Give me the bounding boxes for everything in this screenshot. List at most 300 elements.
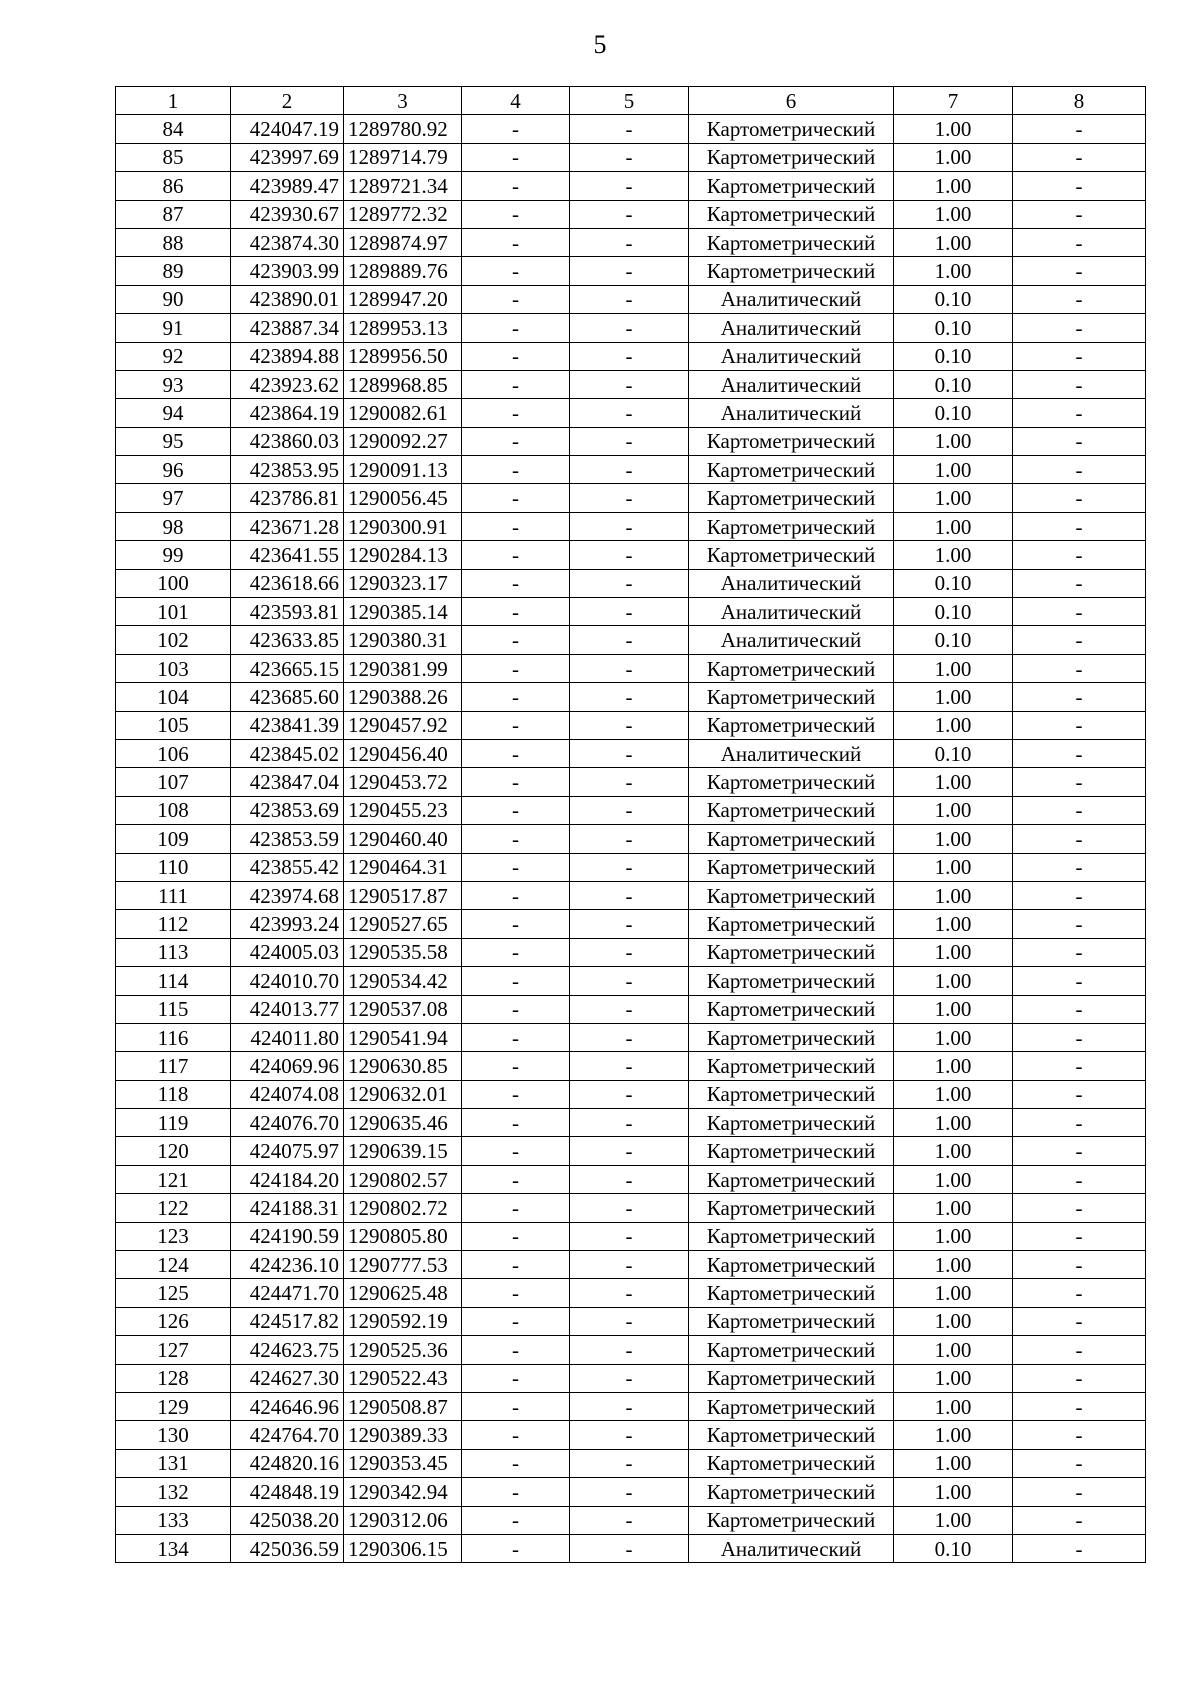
method-cell: Картометрический: [689, 1052, 894, 1080]
accuracy-cell: 1.00: [894, 1023, 1013, 1051]
point-number-cell: 96: [116, 456, 231, 484]
col-4-cell: -: [462, 768, 570, 796]
col-8-cell: -: [1013, 825, 1146, 853]
coord-x-cell: 424236.10: [231, 1251, 344, 1279]
coord-y-cell: 1290284.13: [344, 541, 462, 569]
column-header-2: 2: [231, 87, 344, 115]
coord-x-cell: 424184.20: [231, 1165, 344, 1193]
col-4-cell: -: [462, 172, 570, 200]
column-header-8: 8: [1013, 87, 1146, 115]
coord-y-cell: 1289780.92: [344, 115, 462, 143]
accuracy-cell: 1.00: [894, 541, 1013, 569]
table-row: [116, 257, 1146, 285]
accuracy-cell: 0.10: [894, 598, 1013, 626]
table-row: [116, 739, 1146, 767]
table-row: [116, 399, 1146, 427]
method-cell: Картометрический: [689, 257, 894, 285]
col-8-cell: -: [1013, 314, 1146, 342]
coord-y-cell: 1290385.14: [344, 598, 462, 626]
page-number: 5: [593, 30, 607, 59]
col-4-cell: -: [462, 598, 570, 626]
coord-y-cell: 1290635.46: [344, 1109, 462, 1137]
col-8-cell: -: [1013, 1534, 1146, 1562]
coord-x-cell: 423593.81: [231, 598, 344, 626]
point-number-cell: 123: [116, 1222, 231, 1250]
accuracy-cell: 1.00: [894, 1251, 1013, 1279]
coord-y-cell: 1290525.36: [344, 1336, 462, 1364]
coord-x-cell: 423641.55: [231, 541, 344, 569]
col-4-cell: -: [462, 484, 570, 512]
col-5-cell: -: [570, 569, 689, 597]
coord-x-cell: 424646.96: [231, 1392, 344, 1420]
coord-y-cell: 1290625.48: [344, 1279, 462, 1307]
accuracy-cell: 1.00: [894, 825, 1013, 853]
table-row: [116, 1080, 1146, 1108]
coord-x-cell: 424075.97: [231, 1137, 344, 1165]
accuracy-cell: 0.10: [894, 370, 1013, 398]
table-row: [116, 569, 1146, 597]
col-8-cell: -: [1013, 285, 1146, 313]
table-row: [116, 1137, 1146, 1165]
point-number-cell: 88: [116, 228, 231, 256]
table-row: [116, 995, 1146, 1023]
col-5-cell: -: [570, 399, 689, 427]
accuracy-cell: 1.00: [894, 1506, 1013, 1534]
table-row: [116, 285, 1146, 313]
col-5-cell: -: [570, 967, 689, 995]
method-cell: Картометрический: [689, 1222, 894, 1250]
col-8-cell: -: [1013, 881, 1146, 909]
table-row: [116, 456, 1146, 484]
col-5-cell: -: [570, 1478, 689, 1506]
accuracy-cell: 0.10: [894, 314, 1013, 342]
col-5-cell: -: [570, 796, 689, 824]
method-cell: Картометрический: [689, 1023, 894, 1051]
col-5-cell: -: [570, 1165, 689, 1193]
col-4-cell: -: [462, 1052, 570, 1080]
point-number-cell: 85: [116, 143, 231, 171]
col-8-cell: -: [1013, 456, 1146, 484]
col-4-cell: -: [462, 1534, 570, 1562]
accuracy-cell: 1.00: [894, 484, 1013, 512]
method-cell: Аналитический: [689, 569, 894, 597]
coord-y-cell: 1290353.45: [344, 1449, 462, 1477]
col-5-cell: -: [570, 1194, 689, 1222]
col-4-cell: -: [462, 626, 570, 654]
point-number-cell: 108: [116, 796, 231, 824]
col-4-cell: -: [462, 512, 570, 540]
point-number-cell: 117: [116, 1052, 231, 1080]
accuracy-cell: 1.00: [894, 228, 1013, 256]
method-cell: Картометрический: [689, 200, 894, 228]
column-header-5: 5: [570, 87, 689, 115]
point-number-cell: 120: [116, 1137, 231, 1165]
method-cell: Аналитический: [689, 626, 894, 654]
coord-y-cell: 1290527.65: [344, 910, 462, 938]
coord-y-cell: 1290342.94: [344, 1478, 462, 1506]
point-number-cell: 127: [116, 1336, 231, 1364]
col-5-cell: -: [570, 172, 689, 200]
table-row: [116, 1279, 1146, 1307]
col-4-cell: -: [462, 1421, 570, 1449]
accuracy-cell: 1.00: [894, 257, 1013, 285]
point-number-cell: 100: [116, 569, 231, 597]
method-cell: Картометрический: [689, 1478, 894, 1506]
accuracy-cell: 1.00: [894, 1080, 1013, 1108]
accuracy-cell: 0.10: [894, 626, 1013, 654]
col-8-cell: -: [1013, 1506, 1146, 1534]
table-row: [116, 626, 1146, 654]
coord-x-cell: 424623.75: [231, 1336, 344, 1364]
table-row: [116, 1023, 1146, 1051]
column-header-6: 6: [689, 87, 894, 115]
col-4-cell: -: [462, 683, 570, 711]
col-4-cell: -: [462, 200, 570, 228]
coord-y-cell: 1290306.15: [344, 1534, 462, 1562]
col-4-cell: -: [462, 342, 570, 370]
point-number-cell: 126: [116, 1307, 231, 1335]
col-5-cell: -: [570, 1534, 689, 1562]
table-row: [116, 1534, 1146, 1562]
col-8-cell: -: [1013, 739, 1146, 767]
col-4-cell: -: [462, 427, 570, 455]
point-number-cell: 122: [116, 1194, 231, 1222]
col-5-cell: -: [570, 314, 689, 342]
point-number-cell: 93: [116, 370, 231, 398]
method-cell: Картометрический: [689, 1137, 894, 1165]
method-cell: Картометрический: [689, 853, 894, 881]
point-number-cell: 132: [116, 1478, 231, 1506]
col-5-cell: -: [570, 1392, 689, 1420]
point-number-cell: 104: [116, 683, 231, 711]
col-4-cell: -: [462, 1080, 570, 1108]
col-8-cell: -: [1013, 796, 1146, 824]
column-header-1: 1: [116, 87, 231, 115]
col-5-cell: -: [570, 1137, 689, 1165]
method-cell: Картометрический: [689, 1506, 894, 1534]
coord-y-cell: 1290535.58: [344, 938, 462, 966]
accuracy-cell: 1.00: [894, 1222, 1013, 1250]
col-8-cell: -: [1013, 541, 1146, 569]
col-5-cell: -: [570, 825, 689, 853]
table-row: [116, 1364, 1146, 1392]
col-5-cell: -: [570, 1421, 689, 1449]
coord-y-cell: 1289947.20: [344, 285, 462, 313]
point-number-cell: 109: [116, 825, 231, 853]
col-5-cell: -: [570, 1052, 689, 1080]
table-row: [116, 711, 1146, 739]
point-number-cell: 84: [116, 115, 231, 143]
point-number-cell: 124: [116, 1251, 231, 1279]
table-row: [116, 484, 1146, 512]
method-cell: Картометрический: [689, 881, 894, 909]
table-row: [116, 683, 1146, 711]
accuracy-cell: 0.10: [894, 1534, 1013, 1562]
coord-x-cell: 425036.59: [231, 1534, 344, 1562]
method-cell: Аналитический: [689, 370, 894, 398]
table-row: [116, 143, 1146, 171]
col-8-cell: -: [1013, 115, 1146, 143]
col-5-cell: -: [570, 541, 689, 569]
coord-y-cell: 1290389.33: [344, 1421, 462, 1449]
coord-y-cell: 1289772.32: [344, 200, 462, 228]
accuracy-cell: 1.00: [894, 1109, 1013, 1137]
point-number-cell: 92: [116, 342, 231, 370]
coord-x-cell: 423989.47: [231, 172, 344, 200]
col-8-cell: -: [1013, 1392, 1146, 1420]
col-5-cell: -: [570, 115, 689, 143]
point-number-cell: 91: [116, 314, 231, 342]
point-number-cell: 106: [116, 739, 231, 767]
point-number-cell: 112: [116, 910, 231, 938]
coord-y-cell: 1290388.26: [344, 683, 462, 711]
table-body: [116, 115, 1146, 1563]
point-number-cell: 114: [116, 967, 231, 995]
point-number-cell: 101: [116, 598, 231, 626]
col-4-cell: -: [462, 1506, 570, 1534]
method-cell: Картометрический: [689, 143, 894, 171]
method-cell: Картометрический: [689, 1364, 894, 1392]
col-8-cell: -: [1013, 711, 1146, 739]
col-8-cell: -: [1013, 257, 1146, 285]
coord-x-cell: 424011.80: [231, 1023, 344, 1051]
col-4-cell: -: [462, 967, 570, 995]
point-number-cell: 113: [116, 938, 231, 966]
point-number-cell: 115: [116, 995, 231, 1023]
method-cell: Картометрический: [689, 967, 894, 995]
accuracy-cell: 1.00: [894, 1279, 1013, 1307]
table-row: [116, 1165, 1146, 1193]
accuracy-cell: 1.00: [894, 456, 1013, 484]
method-cell: Картометрический: [689, 512, 894, 540]
coord-x-cell: 423841.39: [231, 711, 344, 739]
accuracy-cell: 1.00: [894, 796, 1013, 824]
accuracy-cell: 1.00: [894, 711, 1013, 739]
col-5-cell: -: [570, 881, 689, 909]
col-8-cell: -: [1013, 1478, 1146, 1506]
method-cell: Картометрический: [689, 1194, 894, 1222]
coord-x-cell: 423874.30: [231, 228, 344, 256]
point-number-cell: 119: [116, 1109, 231, 1137]
col-5-cell: -: [570, 938, 689, 966]
accuracy-cell: 1.00: [894, 654, 1013, 682]
col-8-cell: -: [1013, 967, 1146, 995]
col-8-cell: -: [1013, 1251, 1146, 1279]
table-row: [116, 1222, 1146, 1250]
coord-x-cell: 424820.16: [231, 1449, 344, 1477]
col-8-cell: -: [1013, 427, 1146, 455]
coord-y-cell: 1290632.01: [344, 1080, 462, 1108]
method-cell: Картометрический: [689, 768, 894, 796]
col-4-cell: -: [462, 569, 570, 597]
col-8-cell: -: [1013, 228, 1146, 256]
col-5-cell: -: [570, 1251, 689, 1279]
coord-x-cell: 423923.62: [231, 370, 344, 398]
col-4-cell: -: [462, 654, 570, 682]
coord-y-cell: 1289714.79: [344, 143, 462, 171]
coord-x-cell: 423671.28: [231, 512, 344, 540]
point-number-cell: 107: [116, 768, 231, 796]
col-5-cell: -: [570, 1080, 689, 1108]
table-row: [116, 938, 1146, 966]
col-4-cell: -: [462, 1336, 570, 1364]
column-header-3: 3: [344, 87, 462, 115]
accuracy-cell: 1.00: [894, 427, 1013, 455]
accuracy-cell: 1.00: [894, 995, 1013, 1023]
method-cell: Картометрический: [689, 683, 894, 711]
coord-y-cell: 1290802.57: [344, 1165, 462, 1193]
point-number-cell: 116: [116, 1023, 231, 1051]
point-number-cell: 86: [116, 172, 231, 200]
method-cell: Аналитический: [689, 314, 894, 342]
accuracy-cell: 1.00: [894, 1478, 1013, 1506]
method-cell: Картометрический: [689, 825, 894, 853]
point-number-cell: 133: [116, 1506, 231, 1534]
col-4-cell: -: [462, 910, 570, 938]
point-number-cell: 102: [116, 626, 231, 654]
accuracy-cell: 0.10: [894, 285, 1013, 313]
method-cell: Картометрический: [689, 115, 894, 143]
point-number-cell: 97: [116, 484, 231, 512]
coord-y-cell: 1290455.23: [344, 796, 462, 824]
method-cell: Картометрический: [689, 172, 894, 200]
coord-x-cell: 424848.19: [231, 1478, 344, 1506]
col-5-cell: -: [570, 1109, 689, 1137]
col-4-cell: -: [462, 285, 570, 313]
point-number-cell: 125: [116, 1279, 231, 1307]
accuracy-cell: 1.00: [894, 172, 1013, 200]
col-4-cell: -: [462, 399, 570, 427]
point-number-cell: 94: [116, 399, 231, 427]
coord-y-cell: 1289889.76: [344, 257, 462, 285]
coord-x-cell: 424627.30: [231, 1364, 344, 1392]
col-4-cell: -: [462, 881, 570, 909]
coord-y-cell: 1290534.42: [344, 967, 462, 995]
method-cell: Картометрический: [689, 1392, 894, 1420]
col-8-cell: -: [1013, 1080, 1146, 1108]
point-number-cell: 87: [116, 200, 231, 228]
col-8-cell: -: [1013, 172, 1146, 200]
accuracy-cell: 1.00: [894, 1336, 1013, 1364]
point-number-cell: 95: [116, 427, 231, 455]
method-cell: Картометрический: [689, 1336, 894, 1364]
method-cell: Картометрический: [689, 910, 894, 938]
method-cell: Картометрический: [689, 484, 894, 512]
col-4-cell: -: [462, 1307, 570, 1335]
col-5-cell: -: [570, 626, 689, 654]
accuracy-cell: 0.10: [894, 342, 1013, 370]
coord-x-cell: 423853.59: [231, 825, 344, 853]
coord-y-cell: 1290592.19: [344, 1307, 462, 1335]
accuracy-cell: 1.00: [894, 938, 1013, 966]
point-number-cell: 129: [116, 1392, 231, 1420]
coord-y-cell: 1290381.99: [344, 654, 462, 682]
col-8-cell: -: [1013, 569, 1146, 597]
col-4-cell: -: [462, 1279, 570, 1307]
coord-y-cell: 1290805.80: [344, 1222, 462, 1250]
table-row: [116, 796, 1146, 824]
col-5-cell: -: [570, 456, 689, 484]
coord-y-cell: 1290056.45: [344, 484, 462, 512]
col-5-cell: -: [570, 1279, 689, 1307]
table-row: [116, 512, 1146, 540]
table-row: [116, 967, 1146, 995]
method-cell: Картометрический: [689, 796, 894, 824]
col-8-cell: -: [1013, 342, 1146, 370]
table-row: [116, 654, 1146, 682]
table-row: [116, 598, 1146, 626]
method-cell: Картометрический: [689, 1165, 894, 1193]
coord-y-cell: 1290312.06: [344, 1506, 462, 1534]
point-number-cell: 90: [116, 285, 231, 313]
accuracy-cell: 1.00: [894, 200, 1013, 228]
method-cell: Картометрический: [689, 995, 894, 1023]
table-row: [116, 314, 1146, 342]
table-row: [116, 1307, 1146, 1335]
coord-x-cell: 423685.60: [231, 683, 344, 711]
col-4-cell: -: [462, 1478, 570, 1506]
col-5-cell: -: [570, 427, 689, 455]
col-5-cell: -: [570, 1364, 689, 1392]
col-4-cell: -: [462, 541, 570, 569]
coord-x-cell: 423853.95: [231, 456, 344, 484]
col-5-cell: -: [570, 1449, 689, 1477]
col-4-cell: -: [462, 711, 570, 739]
coord-x-cell: 424013.77: [231, 995, 344, 1023]
coord-x-cell: 424471.70: [231, 1279, 344, 1307]
table-row: [116, 1392, 1146, 1420]
point-number-cell: 128: [116, 1364, 231, 1392]
col-4-cell: -: [462, 1251, 570, 1279]
table-row: [116, 1478, 1146, 1506]
point-number-cell: 103: [116, 654, 231, 682]
coord-x-cell: 424010.70: [231, 967, 344, 995]
col-4-cell: -: [462, 314, 570, 342]
point-number-cell: 131: [116, 1449, 231, 1477]
coord-x-cell: 423860.03: [231, 427, 344, 455]
col-4-cell: -: [462, 1109, 570, 1137]
coord-y-cell: 1290541.94: [344, 1023, 462, 1051]
col-5-cell: -: [570, 1222, 689, 1250]
coord-x-cell: 424190.59: [231, 1222, 344, 1250]
col-8-cell: -: [1013, 598, 1146, 626]
coord-y-cell: 1290082.61: [344, 399, 462, 427]
col-8-cell: -: [1013, 1449, 1146, 1477]
col-5-cell: -: [570, 512, 689, 540]
col-5-cell: -: [570, 1307, 689, 1335]
coord-x-cell: 424188.31: [231, 1194, 344, 1222]
coord-x-cell: 423853.69: [231, 796, 344, 824]
col-8-cell: -: [1013, 484, 1146, 512]
col-4-cell: -: [462, 1023, 570, 1051]
coord-x-cell: 424764.70: [231, 1421, 344, 1449]
col-4-cell: -: [462, 143, 570, 171]
coord-x-cell: 423847.04: [231, 768, 344, 796]
point-number-cell: 118: [116, 1080, 231, 1108]
column-header-7: 7: [894, 87, 1013, 115]
point-number-cell: 105: [116, 711, 231, 739]
coord-y-cell: 1289953.13: [344, 314, 462, 342]
method-cell: Картометрический: [689, 1279, 894, 1307]
accuracy-cell: 1.00: [894, 1052, 1013, 1080]
coord-y-cell: 1290300.91: [344, 512, 462, 540]
col-5-cell: -: [570, 342, 689, 370]
coord-y-cell: 1290522.43: [344, 1364, 462, 1392]
accuracy-cell: 1.00: [894, 115, 1013, 143]
col-8-cell: -: [1013, 1052, 1146, 1080]
coord-y-cell: 1290323.17: [344, 569, 462, 597]
col-8-cell: -: [1013, 1364, 1146, 1392]
